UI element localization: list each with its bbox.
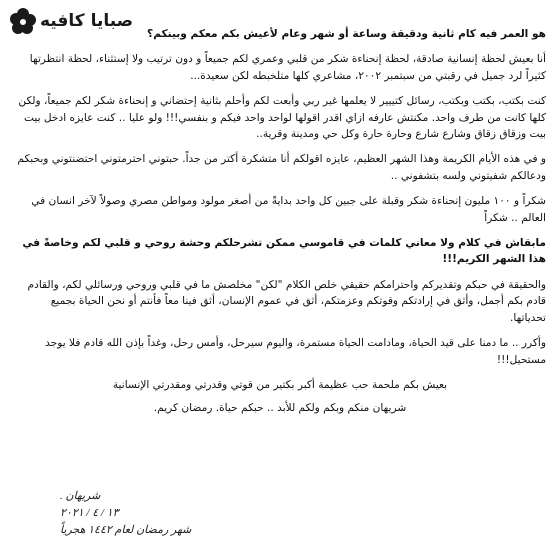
signature-hijri-date: شهر رمضان لعام ١٤٤٢ هجرياً bbox=[60, 524, 192, 536]
letter-paragraph: مابقاش في كلام ولا معاني كلمات في قاموسي ممكن تشرحلكم وحشة روحي و قلبي لكم وخاصةً في هذا الشهر الكريم!!! bbox=[22, 237, 546, 266]
signature-name: شريهان . bbox=[60, 490, 101, 502]
letter-closing-line: بعيش بكم ملحمة حب عظيمة أكبر بكتير من قوتي وقدرتي ومقدرتي الإنسانية bbox=[112, 378, 448, 391]
signature-date: ١٣ / ٤ / ٢٠٢١ bbox=[60, 507, 119, 519]
letter-paragraph: والحقيقة في حبكم وتقديركم واحترامكم حقيقي خلص الكلام "لكن" مخلصش ما في قلبي وروحي ورسائلي لكم، والقادم قادم بكم أجمل، وأثق في إرادتكم وقوتكم وعزمتكم، أثق في عموم الإنسان، أثق فينا معاً فأنتم أو نحن الحياة بجميع تحدياتها. bbox=[27, 278, 546, 324]
letter-paragraph: أنا بعيش لحظة إنسانية صادقة، لحظة إنحناءة شكر من قلبي وعمري لكم جميعاً و دون ترتيب ولا إستثناء، لحظة انتظرتها كثيراً لرد جميل في رقبتي من سبتمبر ٢٠٠٢، مشاعري كلها متلخبطه لكن سعيدة... bbox=[29, 53, 546, 82]
letter-paragraph: وأكرر .. ما دمنا على قيد الحياة، ومادامت الحياة مستمرة، واليوم سيرحل، وأمس رحل، وغداً بإذن الله قادم فلا يوجد مستحيل!!! bbox=[45, 337, 546, 366]
letter-paragraph: كنت بكتب، بكتب وبكتب، رسائل كتييير لا يعلمها غير ربي وأبعت لكم وأحلم بثانية إحتضاني و إنحناءة شكر لكم جميعاً، ولكن كلها كانت من طرف واحد. مكنتش عارفه ازاي اقدر اقولها لواحد واحد فيكم و بنفسي!!! ولو عليا .. كنت عايزه ادخل بيت بيت وزقاق زقاق وشارع شارع وحارة حارة وكل حي ومدينة وقرية.. bbox=[18, 95, 546, 141]
letter-paragraph: شكراً و ١٠٠ مليون إنحناءة شكر وقبلة على جبين كل واحد بدايةً من أصغر مولود ومواطن مصري وصولاً لآخر انسان في العالم .. شكراً bbox=[31, 195, 546, 224]
handwritten-signature bbox=[60, 488, 220, 539]
logo-text: صبايا كافيه bbox=[40, 11, 134, 31]
letter-closing-line: شريهان منكم وبكم ولكم للأبد .. حبكم حياة. رمضان كريم. bbox=[153, 402, 407, 415]
letter-body bbox=[14, 18, 546, 424]
letter-paragraph: هو العمر فيه كام ثانية ودقيقة وساعة أو شهر وعام لأعيش بكم معكم وبينكم؟ bbox=[147, 28, 546, 40]
letter-paragraph: و في هذه الأيام الكريمة وهذا الشهر العظيم، عايزه اقولكم أنا متشكرة أكتر من جداً. حبتوني احترمتوني احتضنتوني وبحبكم ودعالكم شفيتوني ولسه بتشفوني .. bbox=[17, 153, 546, 182]
